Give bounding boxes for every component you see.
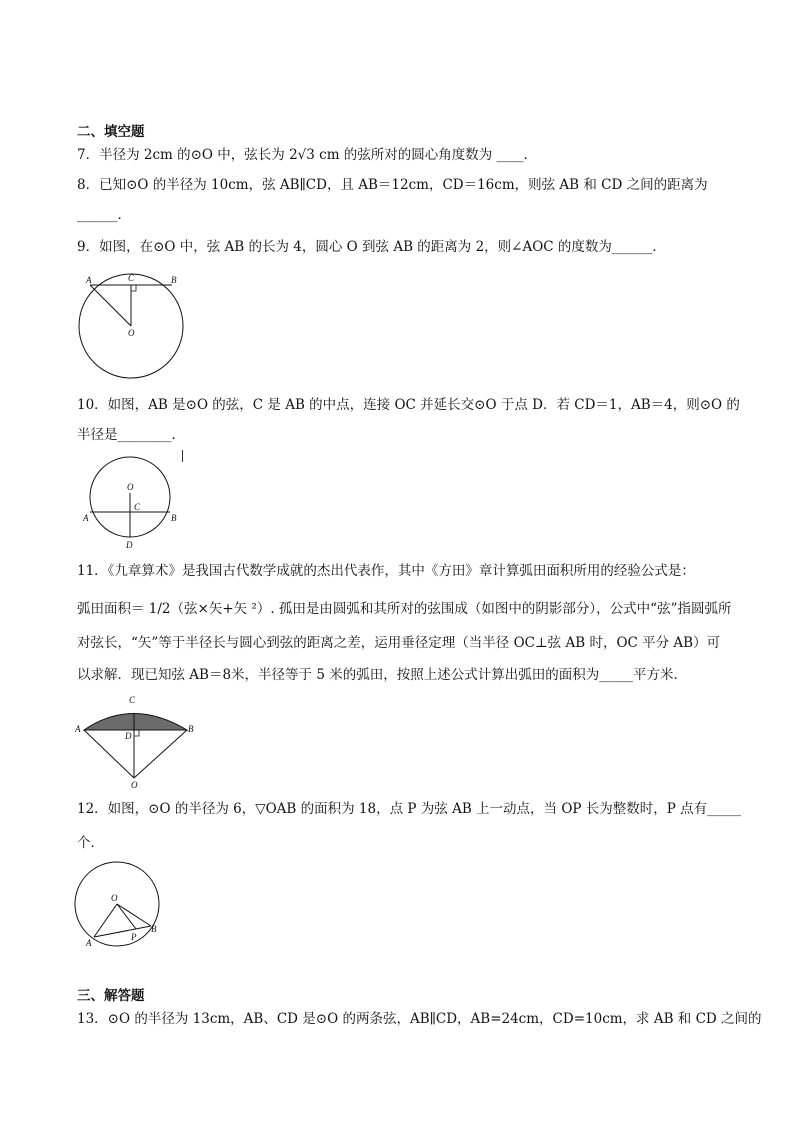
- question-12-tail: 个．: [77, 835, 104, 851]
- question-11-line-3: 对弦长，“矢”等于半径长与圆心到弦的距离之差，运用垂径定理（当半径 OC⊥弦 AB 时，OC 平分 AB）可: [77, 635, 721, 651]
- question-11-line-2: 弧田面积＝ 1/2（弦×矢+矢 ²）. 孤田是由圆弧和其所对的弦围成（如图中的阴影部分），公式中“弦”指圆弧所: [77, 601, 732, 617]
- fig11-label-a: A: [75, 724, 81, 734]
- figure-10: [80, 450, 190, 555]
- question-11-line-1: 11．《九章算术》是我国古代数学成就的杰出代表作，其中《方田》章计算弧田面积所用的经验公式是：: [77, 563, 695, 579]
- question-12: 12．如图，⊙O 的半径为 6，▽OAB 的面积为 18，点 P 为弦 AB 上一动点，当 OP 长为整数时，P 点有_____: [77, 801, 741, 817]
- fig12-label-b: B: [151, 924, 157, 934]
- question-11-line-4: 以求解．现已知弦 AB＝8米，半径等于 5 米的弧田，按照上述公式计算出弧田的面积为_____平方米．: [77, 667, 687, 683]
- fig9-label-b: B: [171, 275, 177, 285]
- fig10-label-b: B: [171, 513, 177, 523]
- fig11-label-c: C: [129, 695, 136, 705]
- question-8-blank: ______．: [77, 207, 131, 223]
- fig9-label-a: A: [86, 275, 92, 285]
- question-10-blank: 半径是________．: [77, 427, 185, 443]
- fig12-label-o: O: [111, 893, 118, 903]
- fig12-label-p: P: [131, 932, 137, 942]
- fig10-label-o: O: [127, 482, 134, 492]
- fig10-label-d: D: [126, 540, 133, 550]
- figure-11: [72, 694, 202, 790]
- question-8: 8．已知⊙O 的半径为 10cm，弦 AB∥CD，且 AB＝12cm，CD＝16cm，则弦 AB 和 CD 之间的距离为: [77, 177, 708, 193]
- fig9-label-c: C: [128, 273, 135, 283]
- fig10-label-c: C: [134, 502, 141, 512]
- question-10: 10．如图，AB 是⊙O 的弦，C 是 AB 的中点，连接 OC 并延长交⊙O 于点 D．若 CD＝1，AB＝4，则⊙O 的: [77, 397, 740, 413]
- question-13: 13．⊙O 的半径为 13cm，AB、CD 是⊙O 的两条弦，AB∥CD，AB=24cm，CD=10cm，求 AB 和 CD 之间的: [77, 1011, 762, 1027]
- fig9-label-o: O: [128, 328, 135, 338]
- figure-9: [74, 272, 194, 382]
- fig10-label-a: A: [83, 513, 89, 523]
- figure-12: [72, 860, 172, 955]
- fig11-label-d: D: [125, 731, 132, 741]
- section-answer-title: 三、解答题: [77, 988, 145, 1004]
- question-7: 7．半径为 2cm 的⊙O 中，弦长为 2√3 cm 的弦所对的圆心角度数为 ____．: [77, 147, 538, 163]
- fig12-label-a: A: [86, 938, 92, 948]
- fig11-label-o: O: [131, 780, 138, 790]
- fig11-label-b: B: [188, 724, 194, 734]
- section-fill-in-title: 二、填空题: [77, 124, 145, 140]
- question-9: 9．如图，在⊙O 中，弦 AB 的长为 4，圆心 O 到弦 AB 的距离为 2，则∠AOC 的度数为______．: [77, 239, 666, 255]
